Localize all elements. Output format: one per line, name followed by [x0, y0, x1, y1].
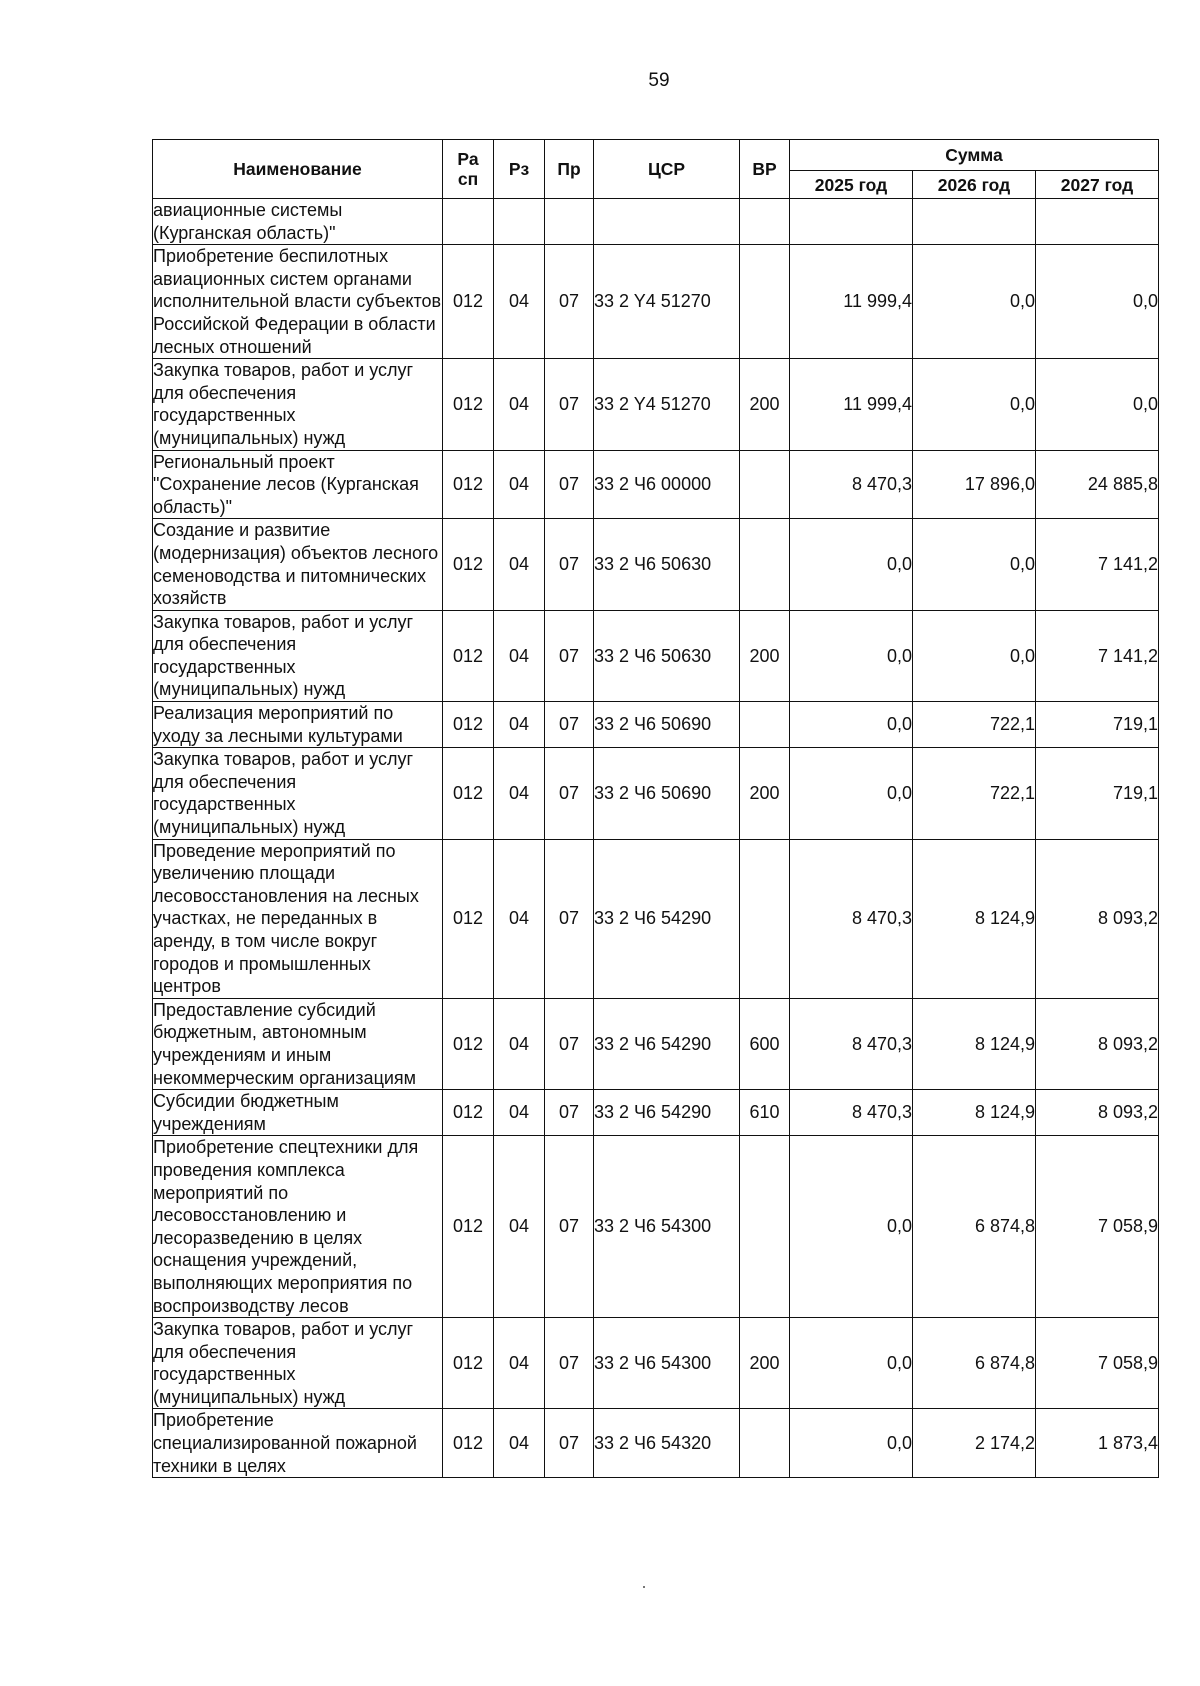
- cell-rasp: 012: [443, 702, 494, 748]
- cell-2026: 6 874,8: [913, 1318, 1036, 1409]
- cell-2026: 8 124,9: [913, 839, 1036, 998]
- cell-csr: 33 2 Ч6 54300: [594, 1136, 740, 1318]
- header-year-2027: 2027 год: [1036, 171, 1159, 199]
- header-rz: Рз: [494, 140, 545, 199]
- cell-name: Закупка товаров, работ и услуг для обеспечения государственных (муниципальных) нужд: [153, 610, 443, 701]
- table-row: [153, 1318, 1159, 1409]
- cell-rasp: 012: [443, 245, 494, 359]
- cell-name: Приобретение специализированной пожарной техники в целях: [153, 1409, 443, 1478]
- cell-rz: 04: [494, 839, 545, 998]
- table-row: [153, 1136, 1159, 1318]
- cell-2027: 24 885,8: [1036, 450, 1159, 519]
- cell-pr: 07: [545, 1136, 594, 1318]
- header-rasp-line2: сп: [457, 169, 479, 189]
- cell-vr: [740, 1409, 790, 1478]
- cell-rasp: 012: [443, 1136, 494, 1318]
- cell-vr: 200: [740, 610, 790, 701]
- cell-name: Субсидии бюджетным учреждениям: [153, 1090, 443, 1136]
- cell-vr: [740, 839, 790, 998]
- cell-2025: 8 470,3: [790, 450, 913, 519]
- header-vr: ВР: [740, 140, 790, 199]
- cell-name: Предоставление субсидий бюджетным, автономным учреждениям и иным некоммерческим организациям: [153, 998, 443, 1089]
- cell-2027: 719,1: [1036, 702, 1159, 748]
- cell-rasp: 012: [443, 1318, 494, 1409]
- cell-rasp: 012: [443, 1409, 494, 1478]
- header-sum: Сумма: [790, 140, 1159, 171]
- cell-2027: 7 141,2: [1036, 610, 1159, 701]
- cell-pr: 07: [545, 610, 594, 701]
- cell-2027: 8 093,2: [1036, 839, 1159, 998]
- cell-2025: 0,0: [790, 1409, 913, 1478]
- cell-2026: 0,0: [913, 245, 1036, 359]
- header-pr: Пр: [545, 140, 594, 199]
- cell-csr: [594, 199, 740, 245]
- cell-vr: 600: [740, 998, 790, 1089]
- cell-pr: [545, 199, 594, 245]
- cell-rasp: 012: [443, 450, 494, 519]
- cell-rz: 04: [494, 1409, 545, 1478]
- cell-rasp: 012: [443, 519, 494, 610]
- cell-2026: 6 874,8: [913, 1136, 1036, 1318]
- cell-name: Закупка товаров, работ и услуг для обеспечения государственных (муниципальных) нужд: [153, 359, 443, 450]
- cell-pr: 07: [545, 1090, 594, 1136]
- table-row: [153, 610, 1159, 701]
- cell-2026: [913, 199, 1036, 245]
- cell-2027: 719,1: [1036, 748, 1159, 839]
- budget-table: [152, 139, 1159, 1478]
- cell-csr: 33 2 Y4 51270: [594, 245, 740, 359]
- cell-csr: 33 2 Ч6 50630: [594, 610, 740, 701]
- cell-pr: 07: [545, 1409, 594, 1478]
- cell-2026: 8 124,9: [913, 998, 1036, 1089]
- table-row: [153, 245, 1159, 359]
- cell-rz: 04: [494, 1318, 545, 1409]
- cell-pr: 07: [545, 359, 594, 450]
- cell-2026: 8 124,9: [913, 1090, 1036, 1136]
- cell-vr: [740, 199, 790, 245]
- cell-2025: 0,0: [790, 610, 913, 701]
- cell-rz: 04: [494, 245, 545, 359]
- cell-rasp: [443, 199, 494, 245]
- scan-dot: [643, 1586, 645, 1588]
- table-row: [153, 998, 1159, 1089]
- header-csr: ЦСР: [594, 140, 740, 199]
- cell-rz: 04: [494, 702, 545, 748]
- page-number: 59: [648, 70, 670, 91]
- cell-vr: 200: [740, 748, 790, 839]
- cell-rz: 04: [494, 1090, 545, 1136]
- table-row: [153, 748, 1159, 839]
- cell-2027: [1036, 199, 1159, 245]
- header-year-2026: 2026 год: [913, 171, 1036, 199]
- cell-pr: 07: [545, 450, 594, 519]
- cell-2027: 7 058,9: [1036, 1318, 1159, 1409]
- cell-vr: [740, 450, 790, 519]
- cell-csr: 33 2 Y4 51270: [594, 359, 740, 450]
- cell-2026: 2 174,2: [913, 1409, 1036, 1478]
- table-header: [153, 140, 1159, 199]
- cell-vr: [740, 245, 790, 359]
- cell-rasp: 012: [443, 1090, 494, 1136]
- cell-csr: 33 2 Ч6 54290: [594, 1090, 740, 1136]
- cell-pr: 07: [545, 748, 594, 839]
- cell-vr: [740, 519, 790, 610]
- cell-2027: 8 093,2: [1036, 1090, 1159, 1136]
- cell-2026: 722,1: [913, 748, 1036, 839]
- cell-2025: 0,0: [790, 519, 913, 610]
- cell-rasp: 012: [443, 610, 494, 701]
- cell-pr: 07: [545, 1318, 594, 1409]
- cell-csr: 33 2 Ч6 54300: [594, 1318, 740, 1409]
- cell-2025: 11 999,4: [790, 245, 913, 359]
- cell-2025: 0,0: [790, 1136, 913, 1318]
- cell-csr: 33 2 Ч6 50630: [594, 519, 740, 610]
- cell-rz: 04: [494, 450, 545, 519]
- cell-name: Реализация мероприятий по уходу за лесными культурами: [153, 702, 443, 748]
- cell-name: Приобретение спецтехники для проведения комплекса мероприятий по лесовосстановлению и лесоразведению в целях оснащения учреждений, выполняющих мероприятия по воспроизводству лесов: [153, 1136, 443, 1318]
- cell-pr: 07: [545, 519, 594, 610]
- cell-pr: 07: [545, 702, 594, 748]
- cell-2025: 0,0: [790, 748, 913, 839]
- cell-name: Создание и развитие (модернизация) объектов лесного семеноводства и питомнических хозяйств: [153, 519, 443, 610]
- cell-2025: 0,0: [790, 1318, 913, 1409]
- cell-rz: [494, 199, 545, 245]
- cell-2026: 0,0: [913, 519, 1036, 610]
- cell-pr: 07: [545, 998, 594, 1089]
- cell-name: Закупка товаров, работ и услуг для обеспечения государственных (муниципальных) нужд: [153, 748, 443, 839]
- cell-pr: 07: [545, 245, 594, 359]
- header-rasp-line1: Ра: [457, 149, 479, 169]
- table-row: [153, 1409, 1159, 1478]
- cell-name: Приобретение беспилотных авиационных систем органами исполнительной власти субъектов Российской Федерации в области лесных отношений: [153, 245, 443, 359]
- cell-rz: 04: [494, 998, 545, 1089]
- cell-csr: 33 2 Ч6 50690: [594, 748, 740, 839]
- cell-2027: 0,0: [1036, 245, 1159, 359]
- cell-csr: 33 2 Ч6 50690: [594, 702, 740, 748]
- cell-2025: [790, 199, 913, 245]
- cell-vr: 200: [740, 1318, 790, 1409]
- header-year-2025: 2025 год: [790, 171, 913, 199]
- cell-name: Региональный проект "Сохранение лесов (Курганская область)": [153, 450, 443, 519]
- cell-vr: 610: [740, 1090, 790, 1136]
- cell-2025: 8 470,3: [790, 998, 913, 1089]
- header-rasp: [443, 140, 494, 199]
- cell-csr: 33 2 Ч6 54290: [594, 839, 740, 998]
- cell-rz: 04: [494, 748, 545, 839]
- table-row: [153, 199, 1159, 245]
- cell-rasp: 012: [443, 359, 494, 450]
- cell-csr: 33 2 Ч6 54290: [594, 998, 740, 1089]
- cell-rz: 04: [494, 1136, 545, 1318]
- table-row: [153, 450, 1159, 519]
- table-row: [153, 1090, 1159, 1136]
- cell-vr: [740, 1136, 790, 1318]
- cell-2026: 17 896,0: [913, 450, 1036, 519]
- cell-name: авиационные системы (Курганская область)": [153, 199, 443, 245]
- cell-csr: 33 2 Ч6 00000: [594, 450, 740, 519]
- table-row: [153, 702, 1159, 748]
- cell-2026: 722,1: [913, 702, 1036, 748]
- cell-2026: 0,0: [913, 359, 1036, 450]
- cell-2027: 7 058,9: [1036, 1136, 1159, 1318]
- cell-pr: 07: [545, 839, 594, 998]
- cell-2025: 8 470,3: [790, 839, 913, 998]
- cell-rasp: 012: [443, 748, 494, 839]
- cell-2025: 8 470,3: [790, 1090, 913, 1136]
- cell-2026: 0,0: [913, 610, 1036, 701]
- cell-rasp: 012: [443, 998, 494, 1089]
- table-row: [153, 839, 1159, 998]
- cell-2027: 0,0: [1036, 359, 1159, 450]
- cell-2027: 1 873,4: [1036, 1409, 1159, 1478]
- cell-csr: 33 2 Ч6 54320: [594, 1409, 740, 1478]
- cell-rz: 04: [494, 610, 545, 701]
- table-body: [153, 199, 1159, 1478]
- cell-2027: 8 093,2: [1036, 998, 1159, 1089]
- cell-rz: 04: [494, 359, 545, 450]
- header-name: Наименование: [153, 140, 443, 199]
- table-row: [153, 359, 1159, 450]
- cell-vr: 200: [740, 359, 790, 450]
- cell-name: Закупка товаров, работ и услуг для обеспечения государственных (муниципальных) нужд: [153, 1318, 443, 1409]
- table-row: [153, 519, 1159, 610]
- cell-rz: 04: [494, 519, 545, 610]
- cell-name: Проведение мероприятий по увеличению площади лесовосстановления на лесных участках, не переданных в аренду, в том числе вокруг городов и промышленных центров: [153, 839, 443, 998]
- cell-2025: 0,0: [790, 702, 913, 748]
- cell-rasp: 012: [443, 839, 494, 998]
- cell-2025: 11 999,4: [790, 359, 913, 450]
- cell-2027: 7 141,2: [1036, 519, 1159, 610]
- cell-vr: [740, 702, 790, 748]
